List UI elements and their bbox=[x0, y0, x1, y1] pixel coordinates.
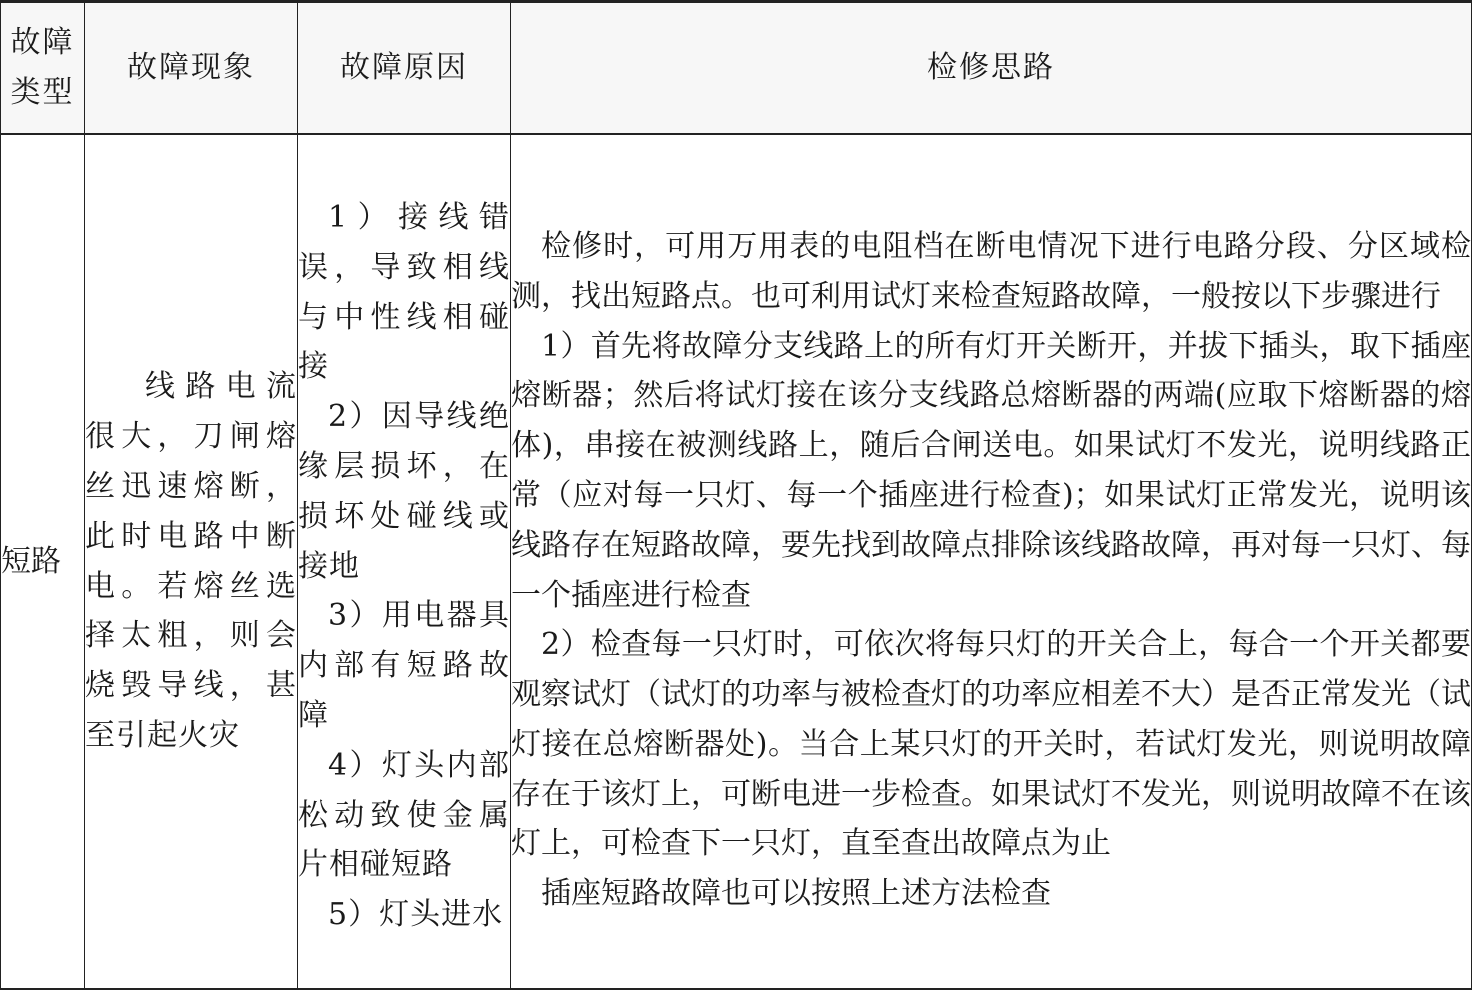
header-fault-type-line1: 故障 bbox=[10, 25, 75, 61]
symptom-text: 线路电流很大，刀闸熔丝迅速熔断，此时电路中断电。若熔丝选择太粗，则会烧毁导线，甚至引起火灾 bbox=[85, 369, 297, 753]
cell-fault-symptom bbox=[85, 134, 298, 989]
header-fault-symptom: 故障现象 bbox=[85, 2, 298, 135]
cell-repair-approach bbox=[511, 134, 1472, 989]
approach-paragraph: 2）检查每一只灯时，可依次将每只灯的开关合上，每合一个开关都要观察试灯（试灯的功率与被检查灯的功率应相差不大）是否正常发光（试灯接在总熔断器处)。当合上某只灯的开关时，若试灯发光，则说明故障存在于该灯上，可断电进一步检查。如果试灯不发光，则说明故障不在该灯上，可检查下一只灯，直至查出故障点为止 bbox=[511, 627, 1471, 862]
cause-item: 3）用电器具内部有短路故障 bbox=[298, 598, 510, 733]
cause-list bbox=[298, 183, 510, 940]
header-fault-type bbox=[1, 2, 85, 135]
approach-text-block bbox=[511, 204, 1471, 919]
table-header-row bbox=[1, 2, 1472, 135]
cause-item: 4）灯头内部松动致使金属片相碰短路 bbox=[298, 747, 510, 883]
approach-paragraph: 插座短路故障也可以按照上述方法检查 bbox=[541, 876, 1051, 912]
cause-item: 2）因导线绝缘层损坏，在损坏处碰线或接地 bbox=[298, 399, 510, 584]
approach-paragraph: 检修时，可用万用表的电阻档在断电情况下进行电路分段、分区域检测，找出短路点。也可利用试灯来检查短路故障，一般按以下步骤进行 bbox=[511, 228, 1471, 314]
header-fault-type-line2: 类型 bbox=[10, 75, 75, 110]
header-fault-cause: 故障原因 bbox=[298, 2, 511, 135]
cell-fault-cause bbox=[298, 134, 511, 989]
cause-item: 1）接线错误，导致相线与中性线相碰接 bbox=[298, 200, 510, 385]
table-row bbox=[1, 134, 1472, 989]
cause-item: 5）灯头进水 bbox=[328, 897, 504, 933]
cell-fault-type: 短路 bbox=[1, 134, 85, 989]
approach-paragraph: 1）首先将故障分支线路上的所有灯开关断开，并拔下插头，取下插座熔断器；然后将试灯接在该分支线路总熔断器的两端(应取下熔断器的熔体)，串接在被测线路上，随后合闸送电。如果试灯不发光，说明线路正常（应对每一只灯、每一个插座进行检查)；如果试灯正常发光，说明该线路存在短路故障，要先找到故障点排除该线路故障，再对每一只灯、每一个插座进行检查 bbox=[511, 328, 1471, 613]
header-repair-approach: 检修思路 bbox=[511, 2, 1472, 135]
